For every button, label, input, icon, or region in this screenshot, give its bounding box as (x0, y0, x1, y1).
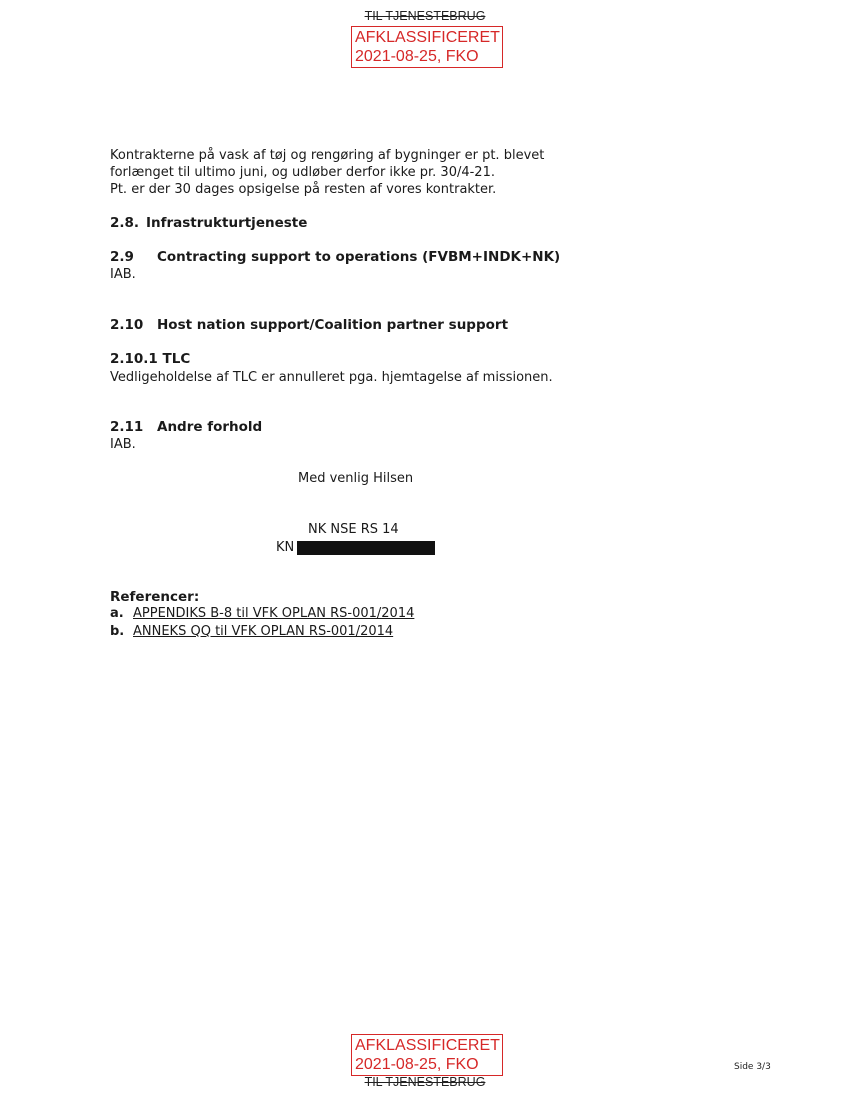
reference-letter: a. (110, 606, 124, 621)
stamp-line-1: AFKLASSIFICERET (355, 29, 500, 46)
section-title: Infrastrukturtjeneste (146, 215, 308, 231)
section-2-9-body: IAB. (110, 267, 136, 282)
section-number: 2.8. (110, 215, 140, 231)
reference-item-b (110, 623, 393, 641)
section-number: 2.9 (110, 249, 134, 265)
reference-link[interactable]: ANNEKS QQ til VFK OPLAN RS-001/2014 (133, 624, 394, 639)
reference-letter: b. (110, 624, 125, 639)
declassified-stamp-top (351, 26, 503, 68)
section-title: TLC (162, 351, 191, 367)
closing-greeting: Med venlig Hilsen (298, 471, 414, 486)
references-title: Referencer: (110, 589, 200, 605)
signature-rank: KN (276, 540, 295, 555)
page-number: Side 3/3 (734, 1062, 771, 1072)
stamp-line-2: 2021-08-25, FKO (355, 48, 479, 65)
section-2-9-heading (110, 249, 560, 266)
intro-line: Kontrakterne på vask af tøj og rengøring af bygninger er pt. blevet (110, 148, 545, 163)
intro-line: forlænget til ultimo juni, og udløber derfor ikke pr. 30/4-21. (110, 165, 495, 180)
intro-line: Pt. er der 30 dages opsigelse på resten af vores kontrakter. (110, 182, 497, 197)
intro-paragraph (110, 147, 544, 198)
classification-header: TIL TJENESTEBRUG (364, 9, 486, 23)
section-number: 2.11 (110, 419, 144, 435)
section-number: 2.10 (110, 317, 144, 333)
reference-link[interactable]: APPENDIKS B-8 til VFK OPLAN RS-001/2014 (133, 606, 415, 621)
stamp-line-1: AFKLASSIFICERET (355, 1037, 500, 1054)
redacted-name (297, 541, 435, 555)
section-title: Andre forhold (157, 419, 263, 435)
declassified-stamp-bottom (351, 1034, 503, 1076)
section-2-8-heading (110, 215, 307, 232)
section-2-10-heading (110, 317, 508, 334)
section-number: 2.10.1 (110, 351, 158, 367)
section-title: Host nation support/Coalition partner support (157, 317, 509, 333)
reference-item-a (110, 605, 414, 623)
section-2-11-body: IAB. (110, 437, 136, 452)
section-2-11-heading (110, 419, 262, 436)
section-title: Contracting support to operations (FVBM+INDK+NK) (157, 249, 561, 265)
section-2-10-1-heading (110, 351, 190, 368)
stamp-line-2: 2021-08-25, FKO (355, 1056, 479, 1073)
section-2-10-1-body: Vedligeholdelse af TLC er annulleret pga. hjemtagelse af missionen. (110, 370, 553, 385)
signature-unit: NK NSE RS 14 (308, 522, 399, 537)
classification-footer: TIL TJENESTEBRUG (364, 1075, 486, 1089)
